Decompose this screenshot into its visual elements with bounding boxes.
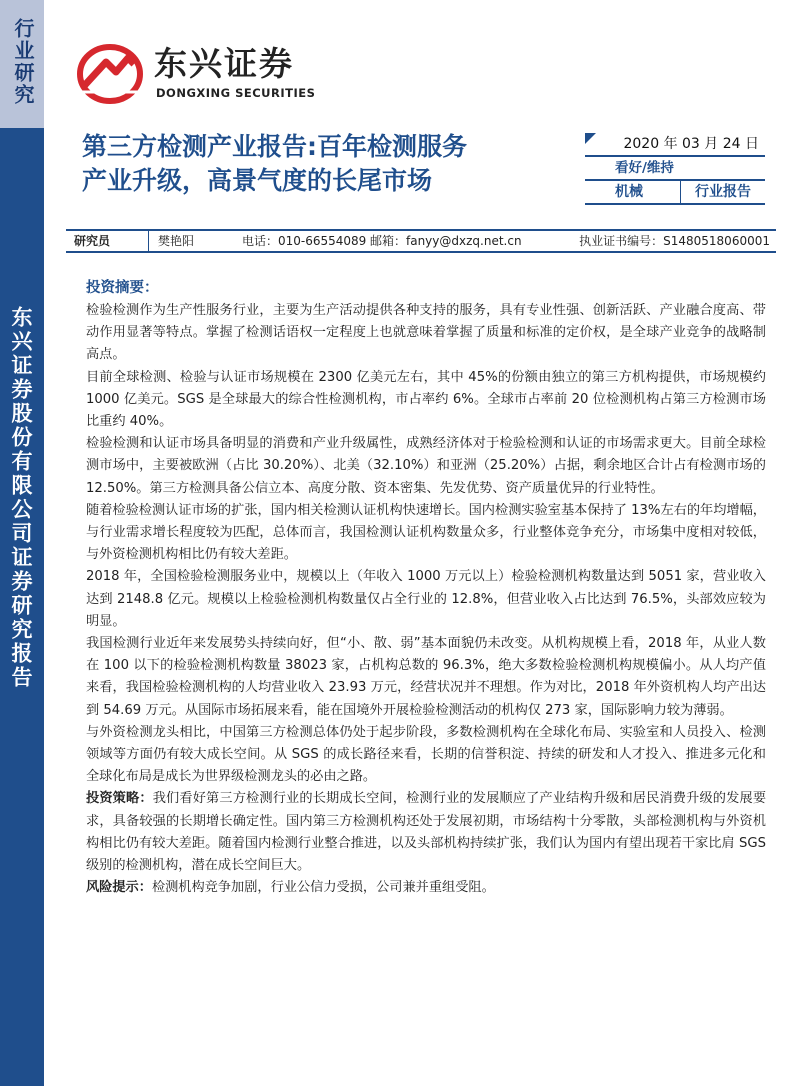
report-type: 行业报告 (695, 184, 751, 200)
sidebar-top-band (0, 0, 44, 128)
analyst-email: 邮箱：fanyy@dxzq.net.cn (370, 234, 522, 248)
report-rating: 看好/维持 (585, 157, 765, 181)
sidebar-category-label: 行业研究 (11, 18, 35, 106)
logo-name-en: DONGXING SECURITIES (156, 86, 316, 100)
report-sector: 机械 (585, 181, 681, 203)
report-info-box (585, 133, 765, 205)
logo-name-cn: 东兴证券 (154, 44, 294, 83)
report-title-line2: 产业升级，高景气度的长尾市场 (82, 166, 433, 195)
report-date: 2020 年 03 月 24 日 (585, 133, 765, 157)
summary-paragraph: 我国检测行业近年来发展势头持续向好，但“小、散、弱”基本面貌仍未改变。从机构规模上看，2018 年，从业人数在 100 以下的检验检测机构数量 38023 家，占机构总数的 96.3%，绝大多数检验检测机构规模偏小。从人均产值来看，我国检验检测机构的人均营业收入 23.93 万元，经营状况并不理想。作为对比，2018 年外资机构人均产出达到 54.69 万元。从国际市场拓展来看，能在国境外开展检验检测活动的机构仅 273 家，国际影响力较为薄弱。 (86, 636, 766, 718)
strategy-label: 投资策略： (86, 791, 153, 807)
summary-paragraph: 与外资检测龙头相比，中国第三方检测总体仍处于起步阶段，多数检测机构在全球化布局、实验室和人员投入、检测领域等方面仍有较大成长空间。从 SGS 的成长路径来看，长期的信誉积淀、持续的研发和人才投入、推进多元化和全球化布局是成长为世界级检测龙头的必由之路。 (86, 724, 766, 785)
strategy-text: 我们看好第三方检测行业的长期成长空间，检测行业的发展顺应了产业结构升级和居民消费升级的发展要求，具备较强的长期增长确定性。国内第三方检测机构还处于发展初期，市场结构十分零散，头部检测机构与外资机构相比仍有较大差距。随着国内检测行业整合推进，以及头部机构持续扩张，我们认为国内有望出现若干家比肩 SGS 级别的检测机构，潜在成长空间巨大。 (86, 791, 767, 874)
sidebar-company-label: 东兴证券股份有限公司证券研究报告 (9, 306, 33, 690)
summary-paragraph: 检验检测和认证市场具备明显的消费和产业升级属性，成熟经济体对于检验检测和认证的市场需求更大。目前全球检测市场中，主要被欧洲（占比 30.20%）、北美（32.10%）和亚洲（25.20%）占据，剩余地区合计占有检测市场的 12.50%。第三方检测具备公信立本、高度分散、资本密集、先发优势、资产质量优异的行业特性。 (86, 436, 766, 496)
risk-paragraph (86, 877, 766, 899)
summary-paragraph: 随着检验检测认证市场的扩张，国内相关检测认证机构快速增长。国内检测实验室基本保持了 13%左右的年均增幅，与行业需求增长程度较为匹配，总体而言，我国检测认证机构数量众多，行业整体竞争充分，市场集中度相对较低，与外资检测机构相比仍有较大差距。 (86, 502, 766, 563)
dongxing-logo-icon (76, 40, 148, 104)
risk-text: 检测机构竞争加剧，行业公信力受损，公司兼并重组受阻。 (151, 880, 495, 896)
summary-paragraph: 目前全球检测、检验与认证市场规模在 2300 亿美元左右，其中 45%的份额由独立的第三方机构提供，市场规模约 1000 亿美元。SGS 是全球最大的综合性检测机构，市占率约 6%。全球市占率前 20 位检测机构占第三方检测市场比重约 40%。 (86, 369, 766, 430)
summary-heading: 投资摘要： (86, 280, 159, 296)
analyst-phone: 电话：010-66554089 (242, 234, 367, 248)
summary-paragraph: 2018 年，全国检验检测服务业中，规模以上（年收入 1000 万元以上）检验检测机构数量达到 5051 家，营业收入达到 2148.8 亿元。规模以上检验检测机构数量仅占全行业的 12.8%，但营业收入占比达到 76.5%，头部效应较为明显。 (86, 569, 766, 629)
summary-paragraph: 检验检测作为生产性服务行业，主要为生产活动提供各种支持的服务，具有专业性强、创新活跃、产业融合度高、带动作用显著等特点。掌握了检测话语权一定程度上也就意味着掌握了质量和标准的定价权，是全球产业竞争的战略制高点。 (86, 303, 766, 363)
strategy-paragraph (86, 788, 766, 877)
company-logo (76, 40, 336, 110)
report-sector-row (585, 181, 765, 205)
summary-body (86, 300, 766, 899)
analyst-cert: 执业证书编号：S1480518060001 (579, 234, 770, 248)
analyst-role: 研究员 (74, 234, 111, 248)
corner-triangle-icon (585, 133, 596, 144)
report-title (82, 130, 552, 198)
analyst-name: 樊艳阳 (158, 234, 195, 248)
sidebar-main-band (0, 128, 44, 1086)
analyst-divider (148, 231, 149, 251)
analyst-bar (66, 229, 776, 253)
risk-label: 风险提示： (86, 880, 152, 896)
report-title-line1: 第三方检测产业报告:百年检测服务 (82, 132, 467, 161)
